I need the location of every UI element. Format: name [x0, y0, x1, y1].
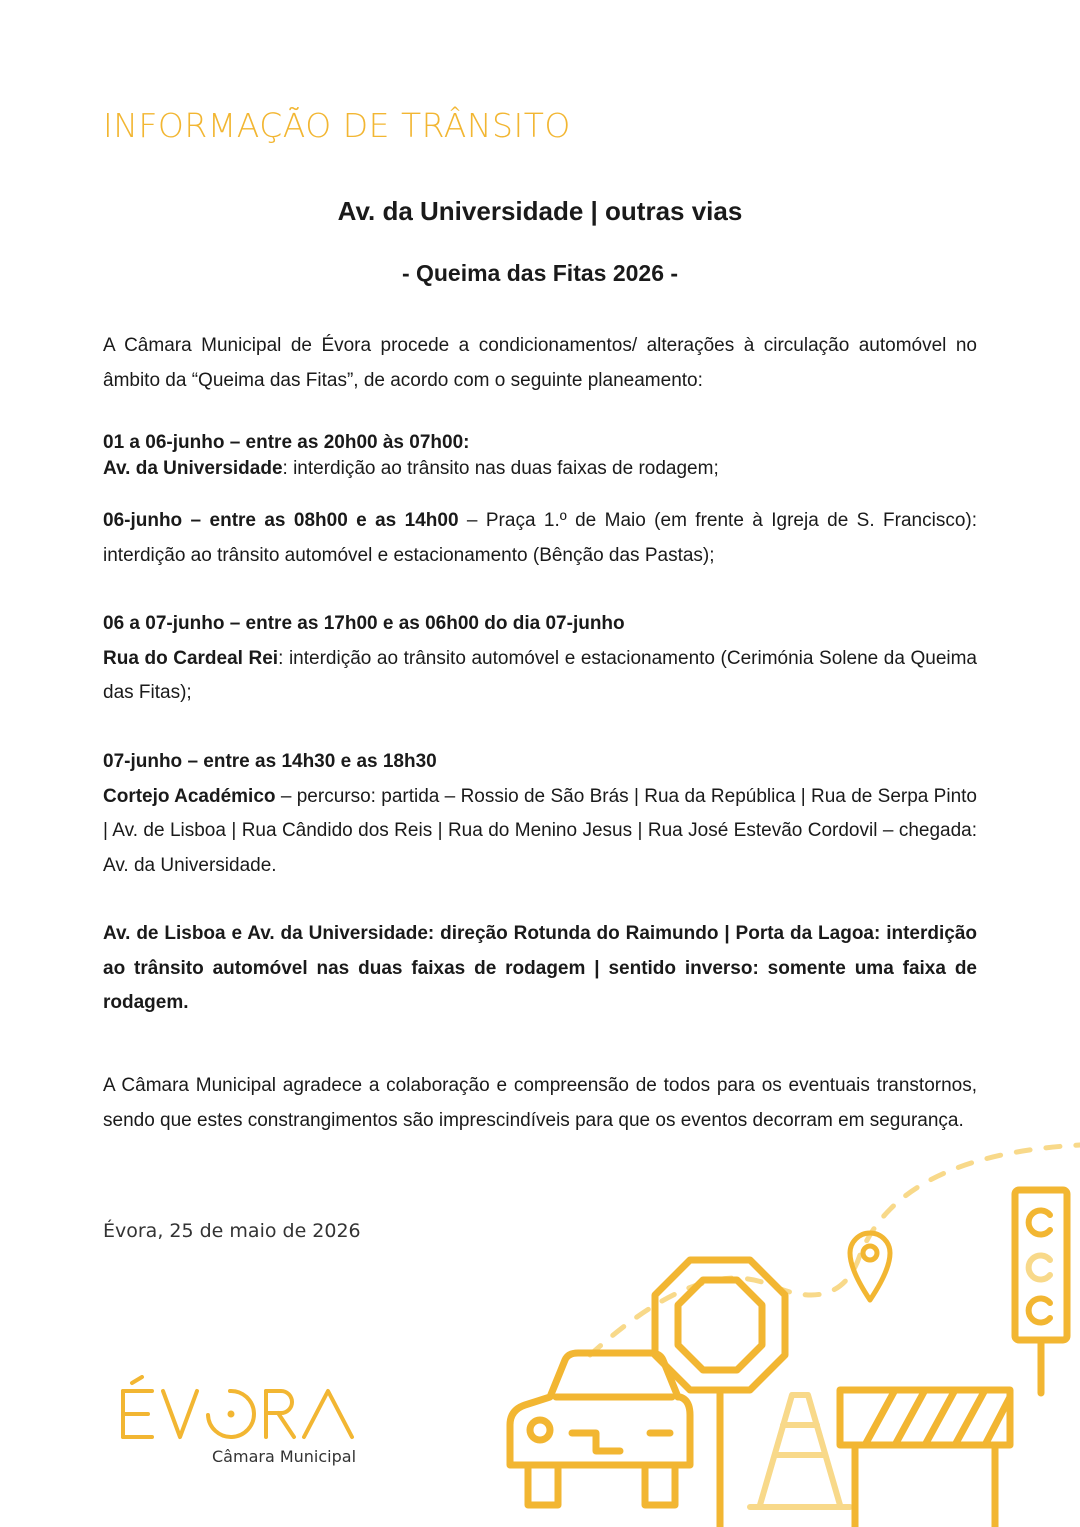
- section-4-text: – percurso: partida – Rossio de São Brás | Rua da República | Rua de Serpa Pinto | Av. de Lisboa | Rua Cândido dos Reis | Rua do Menino Jesus | Rua José Estevão Cordovil – chegada: Av. da Universidade.: [103, 785, 977, 876]
- section-2: [103, 504, 977, 573]
- section-4: [103, 745, 977, 883]
- section-3-heading: 06 a 07-junho – entre as 17h00 e as 06h00 do dia 07-junho: [103, 613, 625, 634]
- section-1: [103, 430, 977, 482]
- section-1-heading: 01 a 06-junho – entre as 20h00 às 07h00:: [103, 432, 470, 453]
- document-subtitle: - Queima das Fitas 2026 -: [401, 260, 679, 286]
- document-title: Av. da Universidade | outras vias: [337, 196, 743, 226]
- traffic-light-icon: [1015, 1190, 1067, 1393]
- car-icon: [510, 1353, 690, 1505]
- section-3-place: Rua do Cardeal Rei: [103, 647, 279, 669]
- section-4-body: [103, 780, 977, 884]
- bold-notice: Av. de Lisboa e Av. da Universidade: direção Rotunda do Raimundo | Porta da Lagoa: interdição ao trânsito automóvel nas duas faixas de rodagem | sentido inverso: somente uma faixa de rodagem.: [103, 923, 977, 1013]
- section-1-text: : interdição ao trânsito nas duas faixas de rodagem;: [282, 458, 719, 479]
- section-2-heading: 06-junho – entre as 08h00 e as 14h00: [103, 510, 459, 531]
- section-3-body: [103, 642, 977, 711]
- section-4-heading: 07-junho – entre as 14h30 e as 18h30: [103, 751, 437, 772]
- closing-paragraph: A Câmara Municipal agradece a colaboração e compreensão de todos para os eventuais transtornos, sendo que estes constrangimentos são imprescindíveis para que os eventos decorram em segurança.: [103, 1075, 977, 1131]
- header-title: INFORMAÇÃO DE TRÂNSITO: [103, 106, 571, 145]
- section-1-place: Av. da Universidade: [103, 458, 283, 479]
- section-4-place: Cortejo Académico: [103, 785, 276, 807]
- traffic-illustration: [500, 1135, 1080, 1527]
- section-1-body: [103, 456, 977, 482]
- traffic-cone-icon: [750, 1395, 850, 1507]
- signoff-date: Évora, 25 de maio de 2026: [103, 1220, 361, 1242]
- road-barrier-icon: [840, 1390, 1010, 1527]
- section-3: [103, 607, 977, 711]
- section-2-text: – Praça 1.º de Maio (em frente à Igreja de S. Francisco): interdição ao trânsito automóvel e estacionamento (Bênção das Pastas);: [103, 510, 977, 566]
- section-3-text: : interdição ao trânsito automóvel e estacionamento (Cerimónia Solene da Queima das Fitas);: [103, 647, 977, 703]
- intro-paragraph: A Câmara Municipal de Évora procede a condicionamentos/ alterações à circulação automóvel no âmbito da “Queima das Fitas”, de acordo com o seguinte planeamento:: [103, 335, 977, 391]
- logo-subtitle: Câmara Municipal: [212, 1447, 357, 1466]
